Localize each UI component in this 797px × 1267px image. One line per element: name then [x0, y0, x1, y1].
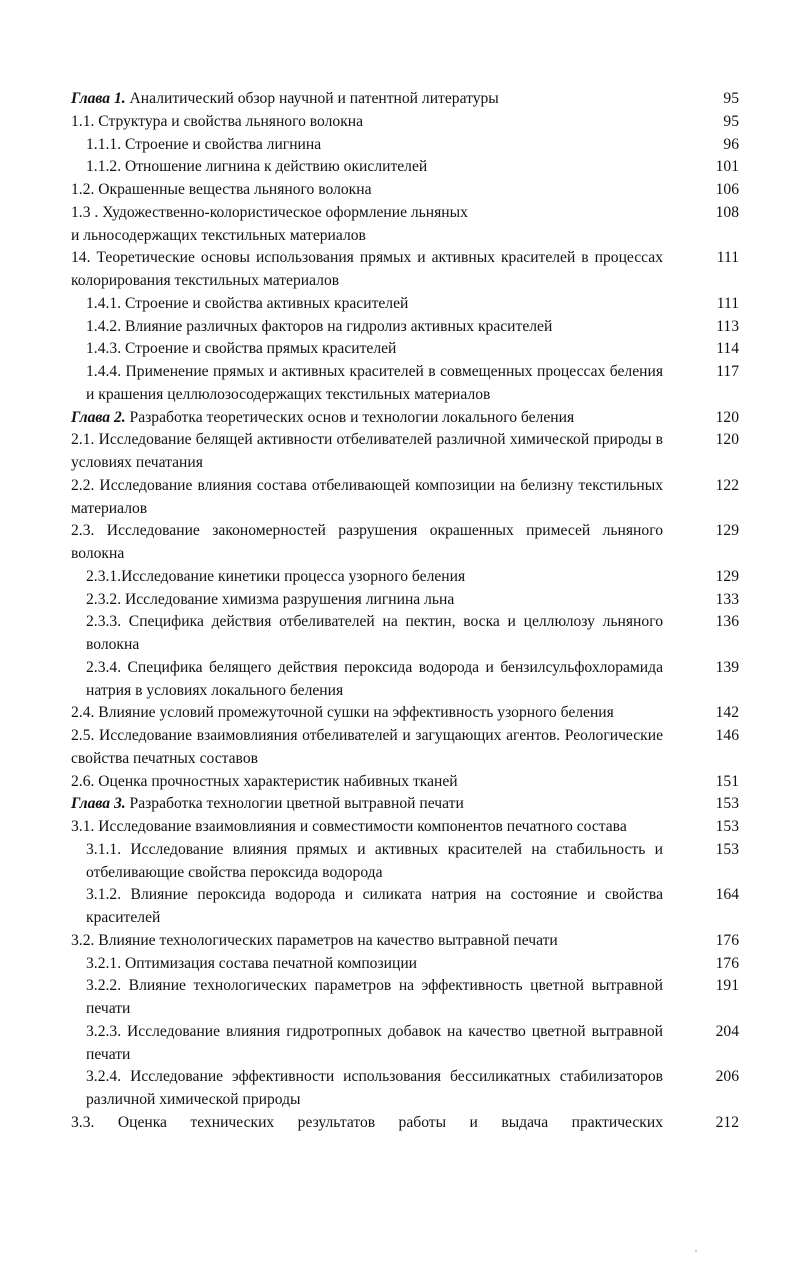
- toc-page-number: 176: [715, 954, 739, 972]
- toc-entry-title: 3.2.4. Исследование эффективности использования бессиликатных стабилизаторов различной химической природы: [86, 1068, 663, 1108]
- toc-page-number: 142: [715, 704, 739, 722]
- chapter-label: Глава 1.: [71, 90, 126, 107]
- toc-page-number: 146: [715, 727, 739, 744]
- toc-entry-title: 3.3. Оценка технических результатов работы и выдача практических: [71, 1113, 663, 1131]
- toc-entry-title: 1.4.1. Строение и свойства активных красителей: [86, 294, 409, 312]
- toc-entry-1-2: [71, 179, 739, 202]
- toc-entry-title: 1.1.1. Строение и свойства лигнина: [86, 135, 322, 153]
- toc-entry-3-2-4: [71, 1066, 739, 1112]
- toc-entry-title: 3.2.3. Исследование влияния гидротропных добавок на качество цветной вытравной печати: [86, 1022, 663, 1063]
- toc-entry-2-3-2: [71, 589, 739, 612]
- toc-page-number: 153: [715, 818, 739, 835]
- toc-entry-title: 1.2. Окрашенные вещества льняного волокна: [71, 181, 372, 198]
- toc-entry-title: 3.1.2. Влияние пероксида водорода и силиката натрия на состояние и свойства красителей: [86, 886, 663, 926]
- toc-page-number: 136: [715, 613, 739, 631]
- toc-entry-title: 1.4.2. Влияние различных факторов на гидролиз активных красителей: [86, 317, 553, 335]
- toc-entry-2-6: [71, 771, 739, 794]
- toc-entry-title: 2.2. Исследование влияния состава отбеливающей композиции на белизну текстильных материалов: [71, 476, 663, 517]
- toc-entry-title: 3.1. Исследование взаимовлияния и совместимости компонентов печатного состава: [71, 818, 627, 835]
- toc-entry-title: 2.5. Исследование взаимовлияния отбеливателей и загущающих агентов. Реологические свойства печатных составов: [71, 727, 663, 767]
- toc-entry-1-4-2: [71, 316, 739, 339]
- toc-entry-title: 2.3.4. Специфика белящего действия пероксида водорода и бензилсульфохлорамида натрия в условиях локального беления: [86, 658, 663, 699]
- toc-entry-title: 1.1.2. Отношение лигнина к действию окислителей: [86, 158, 428, 176]
- toc-page-number: 95: [723, 90, 739, 107]
- toc-page-number: 133: [715, 590, 739, 608]
- toc-entry-title: 1.4.4. Применение прямых и активных красителей в совмещенных процессах беления и крашения целлюлозосодержащих текстильных материалов: [86, 363, 663, 403]
- toc-entry-3-2-1: [71, 953, 739, 976]
- toc-entry-1-1-1: [71, 134, 739, 157]
- toc-entry-2-3-4: [71, 657, 739, 703]
- toc-page-number: 139: [715, 658, 739, 676]
- toc-entry-title: 1.3 . Художественно-колористическое оформление льняных и льносодержащих текстильных материалов: [71, 203, 468, 244]
- toc-entry-1-1: [71, 111, 739, 134]
- toc-page-number: 108: [715, 203, 739, 221]
- toc-entry-2-2: [71, 475, 739, 521]
- toc-entry-title: 2.3.2. Исследование химизма разрушения лигнина льна: [86, 590, 455, 608]
- toc-page-number: 114: [716, 340, 739, 358]
- chapter-label: Глава 2.: [71, 408, 126, 426]
- toc-entry-title: 2.3.3. Специфика действия отбеливателей на пектин, воска и целлюлозу льняного волокна: [86, 613, 663, 653]
- toc-entry-1-4-3: [71, 338, 739, 361]
- toc-entry-chapter-1: [71, 88, 739, 111]
- toc-entry-title: 3.1.1. Исследование влияния прямых и активных красителей на стабильность и отбеливающие свойства пероксида водорода: [86, 840, 663, 881]
- toc-entry-title: 2.6. Оценка прочностных характеристик набивных тканей: [71, 772, 458, 790]
- toc-entry-chapter-3: [71, 793, 739, 816]
- toc-entry-2-4: [71, 702, 739, 725]
- toc-page-number: 120: [715, 408, 739, 426]
- toc-entry-title: Глава 3. Разработка технологии цветной вытравной печати: [71, 795, 464, 813]
- toc-page-number: 111: [716, 294, 739, 312]
- toc-page-number: 117: [716, 363, 739, 380]
- toc-page-number: 120: [715, 431, 739, 449]
- toc-entry-2-1: [71, 429, 739, 475]
- toc-entry-title: 2.3. Исследование закономерностей разрушения окрашенных примесей льняного волокна: [71, 522, 663, 562]
- toc-entry-title: Глава 2. Разработка теоретических основ и технологии локального беления: [71, 408, 575, 426]
- toc-entry-title: 2.3.1.Исследование кинетики процесса узорного беления: [86, 567, 466, 585]
- toc-entry-title: Глава 1. Аналитический обзор научной и патентной литературы: [71, 90, 499, 107]
- toc-page-number: 212: [715, 1113, 739, 1131]
- toc-entry-2-5: [71, 725, 739, 771]
- toc-page-number: 122: [715, 476, 739, 494]
- toc-entry-2-3-3: [71, 611, 739, 657]
- toc-entry-title: 2.4. Влияние условий промежуточной сушки на эффективность узорного беления: [71, 704, 614, 722]
- toc-page-number: 106: [715, 181, 739, 198]
- toc-entry-1-4-1: [71, 293, 739, 316]
- toc-entry-chapter-2: [71, 407, 739, 430]
- chapter-label: Глава 3.: [71, 795, 126, 813]
- toc-page-number: 113: [716, 317, 739, 335]
- toc-entry-3-3: [71, 1112, 739, 1135]
- toc-page-number: 153: [715, 840, 739, 858]
- toc-page-number: 101: [715, 158, 739, 176]
- toc-page-number: 206: [715, 1068, 739, 1086]
- toc-entry-1-3: [71, 202, 739, 248]
- toc-entry-title: 14. Теоретические основы использования прямых и активных красителей в процессах колорирования текстильных материалов: [71, 249, 663, 289]
- toc-entry-1-4-4: [71, 361, 739, 407]
- toc-page-number: 191: [715, 977, 739, 995]
- toc-page-number: 129: [715, 567, 739, 585]
- toc-entry-title: 3.2. Влияние технологических параметров на качество вытравной печати: [71, 931, 558, 949]
- toc-page-number: 153: [715, 795, 739, 813]
- toc-page-number: 164: [715, 886, 739, 904]
- toc-entry-2-3: [71, 520, 739, 566]
- toc-page-number: 151: [715, 772, 739, 790]
- toc-page-number: 96: [723, 135, 739, 153]
- toc-entry-3-1: [71, 816, 739, 839]
- toc-entry-2-3-1: [71, 566, 739, 589]
- toc-entry-3-2: [71, 930, 739, 953]
- toc-entry-3-2-3: [71, 1021, 739, 1067]
- toc-entry-title: 1.1. Структура и свойства льняного волокна: [71, 112, 364, 130]
- toc-page-number: 111: [716, 249, 739, 267]
- toc-entry-1-4: [71, 247, 739, 293]
- toc-entry-1-1-2: [71, 156, 739, 179]
- toc-entry-3-1-1: [71, 839, 739, 885]
- toc-page-number: 95: [723, 112, 739, 130]
- toc-page-number: 176: [715, 931, 739, 949]
- table-of-contents: [71, 88, 739, 1135]
- toc-entry-title: 2.1. Исследование белящей активности отбеливателей различной химической природы в условиях печатания: [71, 431, 664, 471]
- toc-entry-3-1-2: [71, 884, 739, 930]
- toc-page-number: 204: [715, 1022, 739, 1040]
- toc-entry-title: 3.2.1. Оптимизация состава печатной композиции: [86, 954, 418, 972]
- scan-speck: [695, 1250, 697, 1252]
- toc-entry-3-2-2: [71, 975, 739, 1021]
- toc-entry-title: 1.4.3. Строение и свойства прямых красителей: [86, 340, 397, 358]
- toc-page-number: 129: [715, 522, 739, 540]
- toc-entry-title: 3.2.2. Влияние технологических параметров на эффективность цветной вытравной печати: [86, 977, 663, 1017]
